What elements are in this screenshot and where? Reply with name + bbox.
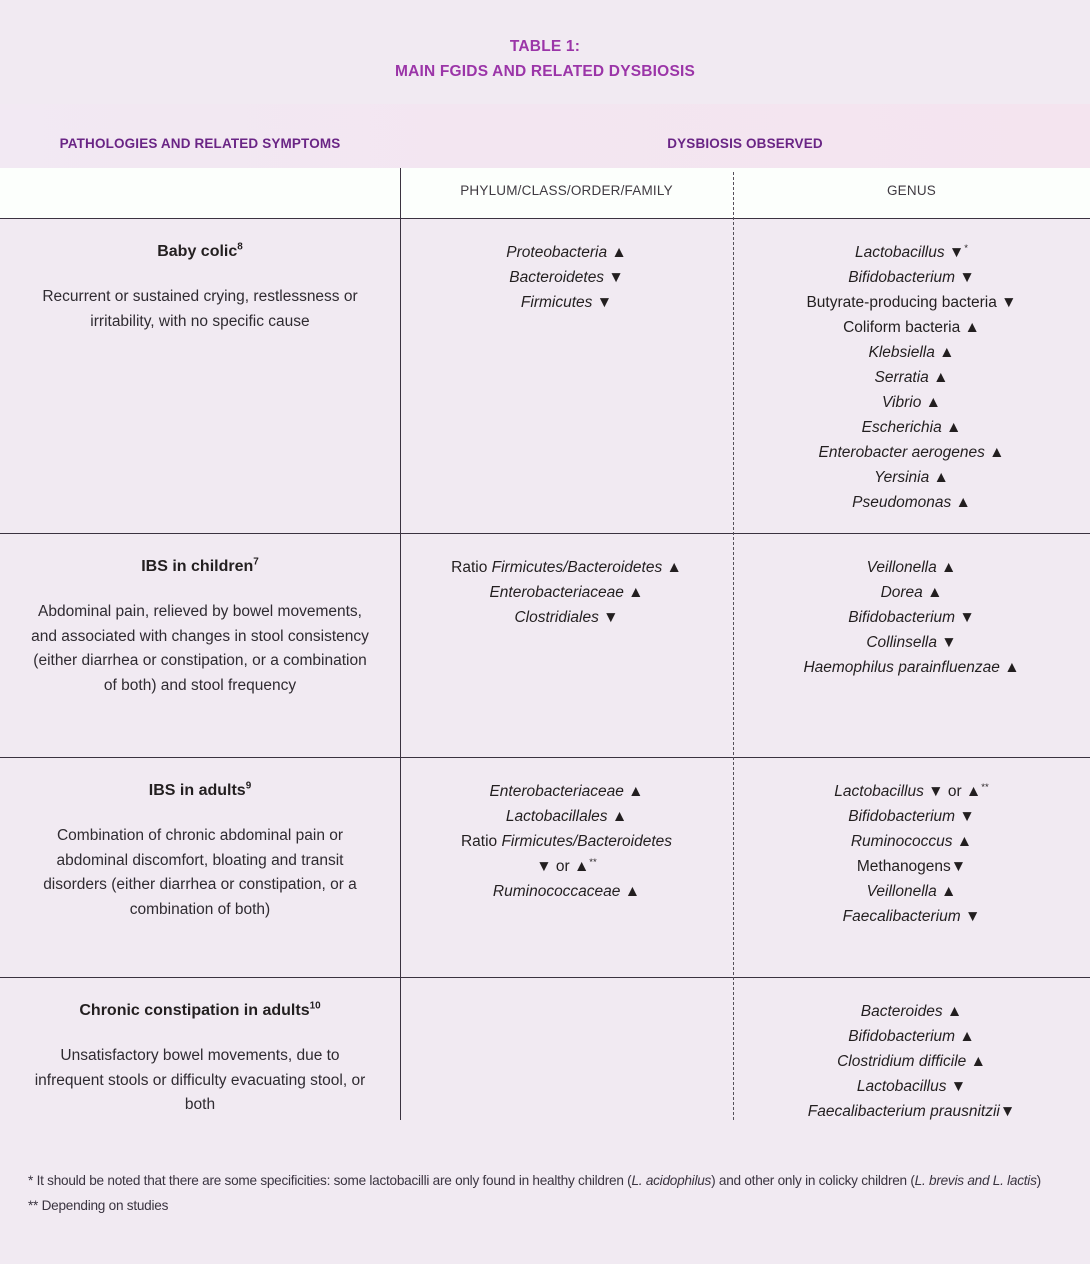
taxon-name: Pseudomonas: [852, 494, 952, 511]
pathology-description: Abdominal pain, relieved by bowel movements, and associated with changes in stool consistency (either diarrhea or constipation, or a combination of both) and stool frequency: [31, 603, 369, 694]
taxon-name: Proteobacteria: [506, 244, 608, 261]
sub-header-genus: GENUS: [886, 183, 936, 198]
taxon-line: [414, 829, 719, 879]
trend-arrow-icon: ▼: [944, 244, 965, 261]
taxon-name: Lactobacillus: [834, 783, 924, 800]
table-row: [0, 757, 1090, 977]
taxon-line: [747, 779, 1076, 804]
trend-arrow-icon: ▼: [999, 1103, 1016, 1120]
taxon-name: Bacteroides: [860, 1003, 943, 1020]
taxon-name: Veillonella: [866, 883, 937, 900]
taxon-name: Coliform bacteria: [843, 319, 961, 336]
taxon-line: [414, 879, 719, 904]
group-header-band: [0, 104, 1090, 168]
taxon-name: Veillonella: [866, 559, 937, 576]
pathology-title: Baby colic$^8$: [157, 241, 243, 260]
genus-cell: [733, 226, 1090, 533]
taxon-line: [747, 630, 1076, 655]
taxon-name: Vibrio: [881, 394, 922, 411]
taxon-line: [414, 580, 719, 605]
taxon-line: [747, 365, 1076, 390]
taxon-line: [747, 804, 1076, 829]
pathology-title: IBS in children$^7$: [141, 556, 259, 575]
footnote-asterisk-species1: L. acidophilus: [631, 1173, 712, 1188]
taxon-name: Methanogens: [856, 858, 951, 875]
pathology-description: Combination of chronic abdominal pain or abdominal discomfort, bloating and transit disorders (either diarrhea or constipation, or a combination of both): [43, 827, 357, 918]
taxon-footnote-marker: **: [981, 781, 989, 793]
trend-arrow-icon: ▼ or ▲: [923, 783, 982, 800]
taxon-name: Bacteroidetes: [509, 269, 605, 286]
trend-arrow-icon: ▲: [623, 783, 644, 800]
taxon-line: [414, 265, 719, 290]
trend-arrow-icon: ▲: [952, 833, 973, 850]
footnote-double-asterisk: ** Depending on studies: [28, 1198, 169, 1213]
taxon-name: Klebsiella: [868, 344, 935, 361]
genus-cell: [733, 985, 1090, 1157]
trend-arrow-icon: ▲: [936, 559, 957, 576]
taxon-name: Escherichia: [861, 419, 942, 436]
phylum-cell: [400, 541, 733, 757]
trend-arrow-icon: ▲: [922, 584, 943, 601]
sub-header-band: [0, 168, 1090, 218]
trend-arrow-icon: ▲: [966, 1053, 986, 1070]
taxon-name: Lactobacillales: [505, 808, 608, 825]
trend-arrow-icon: ▲: [984, 444, 1005, 461]
phylum-cell: [400, 226, 733, 533]
genus-cell: [733, 541, 1090, 757]
taxon-name: Dorea: [880, 584, 923, 601]
taxon-name: Bifidobacterium: [848, 808, 956, 825]
trend-arrow-icon: ▲: [607, 808, 628, 825]
taxon-line: [747, 904, 1076, 929]
taxon-name: Ruminococcaceae: [492, 883, 621, 900]
taxon-name: Ruminococcus: [850, 833, 953, 850]
trend-arrow-icon: ▼: [955, 269, 975, 286]
trend-arrow-icon: ▲: [951, 494, 971, 511]
footnote-asterisk-part3: ): [1036, 1173, 1041, 1188]
footnotes: [28, 1168, 1062, 1218]
taxon-line: [747, 655, 1076, 680]
taxon-line: [747, 605, 1076, 630]
taxon-line: [414, 779, 719, 804]
taxon-line: [747, 440, 1076, 465]
taxon-name: Collinsella: [866, 634, 937, 651]
trend-arrow-icon: ▲: [934, 344, 955, 361]
taxon-line: [747, 265, 1076, 290]
taxon-line: [747, 999, 1076, 1024]
taxon-line: [747, 854, 1076, 879]
pathology-cell: [0, 978, 400, 1157]
table-title-line1: TABLE 1:: [509, 38, 581, 55]
taxon-prefix: Ratio: [451, 559, 492, 576]
pathology-cell: [0, 758, 400, 977]
trend-arrow-icon: ▼: [996, 294, 1017, 311]
trend-arrow-icon: ▲: [942, 1003, 963, 1020]
trend-arrow-icon: ▼: [955, 808, 975, 825]
footnote-asterisk-species2: L. brevis and L. lactis: [914, 1173, 1037, 1188]
footnote-asterisk-part1: * It should be noted that there are some specificities: some lactobacilli are only found in healthy children (: [28, 1173, 632, 1188]
taxon-name: Clostridiales: [514, 609, 599, 626]
group-header-pathologies: PATHOLOGIES AND RELATED SYMPTOMS: [59, 136, 341, 151]
trend-arrow-icon: ▼: [946, 1078, 967, 1095]
table-body: [0, 218, 1090, 1157]
pathology-reference: 9: [245, 780, 252, 792]
pathology-description: Unsatisfactory bowel movements, due to infrequent stools or difficulty evacuating stool, or both: [34, 1047, 366, 1113]
taxon-name: Lactobacillus: [855, 244, 945, 261]
trend-arrow-icon: ▲: [999, 659, 1020, 676]
taxon-name: Clostridium difficile: [837, 1053, 967, 1070]
trend-arrow-icon: ▼: [592, 294, 613, 311]
taxon-name: Bifidobacterium: [848, 609, 956, 626]
trend-arrow-icon: ▲: [662, 559, 682, 576]
taxon-name: Faecalibacterium: [842, 908, 961, 925]
phylum-cell: [400, 985, 733, 1157]
table-title: [0, 34, 1090, 84]
pathology-reference: 10: [309, 1000, 321, 1012]
genus-cell: [733, 765, 1090, 977]
taxon-line: [414, 555, 719, 580]
trend-arrow-icon: ▼ or ▲: [536, 858, 590, 875]
footnote-asterisk: [28, 1168, 1062, 1193]
pathology-description: Recurrent or sustained crying, restlessness or irritability, with no specific cause: [42, 288, 358, 330]
trend-arrow-icon: ▼: [950, 858, 967, 875]
taxon-line: [747, 415, 1076, 440]
trend-arrow-icon: ▼: [598, 609, 619, 626]
taxon-line: [747, 340, 1076, 365]
sub-header-phylum: PHYLUM/CLASS/ORDER/FAMILY: [460, 183, 673, 198]
taxon-line: [747, 879, 1076, 904]
table-row: [0, 977, 1090, 1157]
table-row: [0, 533, 1090, 757]
taxon-line: [414, 240, 719, 265]
taxon-prefix: Ratio: [460, 833, 502, 850]
taxon-name: Enterobacteriaceae: [489, 783, 624, 800]
taxon-line: [414, 290, 719, 315]
table-row: [0, 218, 1090, 533]
taxon-name: Enterobacter aerogenes: [818, 444, 985, 461]
pathology-cell: [0, 219, 400, 533]
taxon-name: Enterobacteriaceae: [489, 584, 624, 601]
taxon-line: [747, 465, 1076, 490]
pathology-cell: [0, 534, 400, 757]
taxon-line: [747, 290, 1076, 315]
taxon-name: Serratia: [874, 369, 929, 386]
taxon-line: [747, 390, 1076, 415]
footnote-asterisk-part2: ) and other only in colicky children (: [711, 1173, 915, 1188]
taxon-name: Bifidobacterium: [848, 1028, 956, 1045]
taxon-line: [747, 1024, 1076, 1049]
trend-arrow-icon: ▲: [936, 883, 957, 900]
taxon-line: [747, 1099, 1076, 1124]
pathology-reference: 7: [253, 556, 259, 568]
group-header-dysbiosis: DYSBIOSIS OBSERVED: [667, 136, 823, 151]
taxon-line: [747, 315, 1076, 340]
taxon-name: Firmicutes: [520, 294, 593, 311]
trend-arrow-icon: ▲: [921, 394, 941, 411]
trend-arrow-icon: ▲: [941, 419, 962, 436]
trend-arrow-icon: ▲: [928, 369, 949, 386]
trend-arrow-icon: ▲: [955, 1028, 975, 1045]
taxon-name: Faecalibacterium prausnitzii: [807, 1103, 1000, 1120]
taxon-line: [414, 605, 719, 630]
taxon-line: [747, 1049, 1076, 1074]
taxon-arrow-continuation: [414, 854, 719, 879]
taxon-name: Firmicutes/Bacteroidetes: [491, 559, 663, 576]
taxon-name: Lactobacillus: [856, 1078, 947, 1095]
trend-arrow-icon: ▲: [929, 469, 949, 486]
pathology-title: Chronic constipation in adults$^{10}$: [79, 1000, 321, 1019]
taxon-line: [747, 490, 1076, 515]
taxon-footnote-marker: **: [589, 856, 597, 868]
phylum-cell: [400, 765, 733, 977]
trend-arrow-icon: ▼: [955, 609, 975, 626]
taxon-line: [747, 1074, 1076, 1099]
trend-arrow-icon: ▲: [620, 883, 641, 900]
pathology-title: IBS in adults$^9$: [148, 780, 252, 799]
taxon-line: [414, 804, 719, 829]
taxon-line: [747, 580, 1076, 605]
trend-arrow-icon: ▼: [604, 269, 624, 286]
taxon-footnote-marker: *: [964, 242, 968, 254]
table-title-line2: MAIN FGIDS AND RELATED DYSBIOSIS: [394, 63, 696, 80]
taxon-name: Butyrate-producing bacteria: [806, 294, 997, 311]
pathology-reference: 8: [237, 241, 243, 253]
trend-arrow-icon: ▲: [623, 584, 644, 601]
taxon-line: [747, 555, 1076, 580]
taxon-line: [747, 829, 1076, 854]
trend-arrow-icon: ▲: [960, 319, 980, 336]
taxon-name: Haemophilus parainfluenzae: [803, 659, 1000, 676]
trend-arrow-icon: ▼: [937, 634, 957, 651]
taxon-line: [747, 240, 1076, 265]
trend-arrow-icon: ▲: [607, 244, 627, 261]
trend-arrow-icon: ▼: [960, 908, 981, 925]
taxon-name: Firmicutes/Bacteroidetes: [501, 833, 673, 850]
taxon-name: Bifidobacterium: [848, 269, 956, 286]
taxon-name: Yersinia: [874, 469, 930, 486]
